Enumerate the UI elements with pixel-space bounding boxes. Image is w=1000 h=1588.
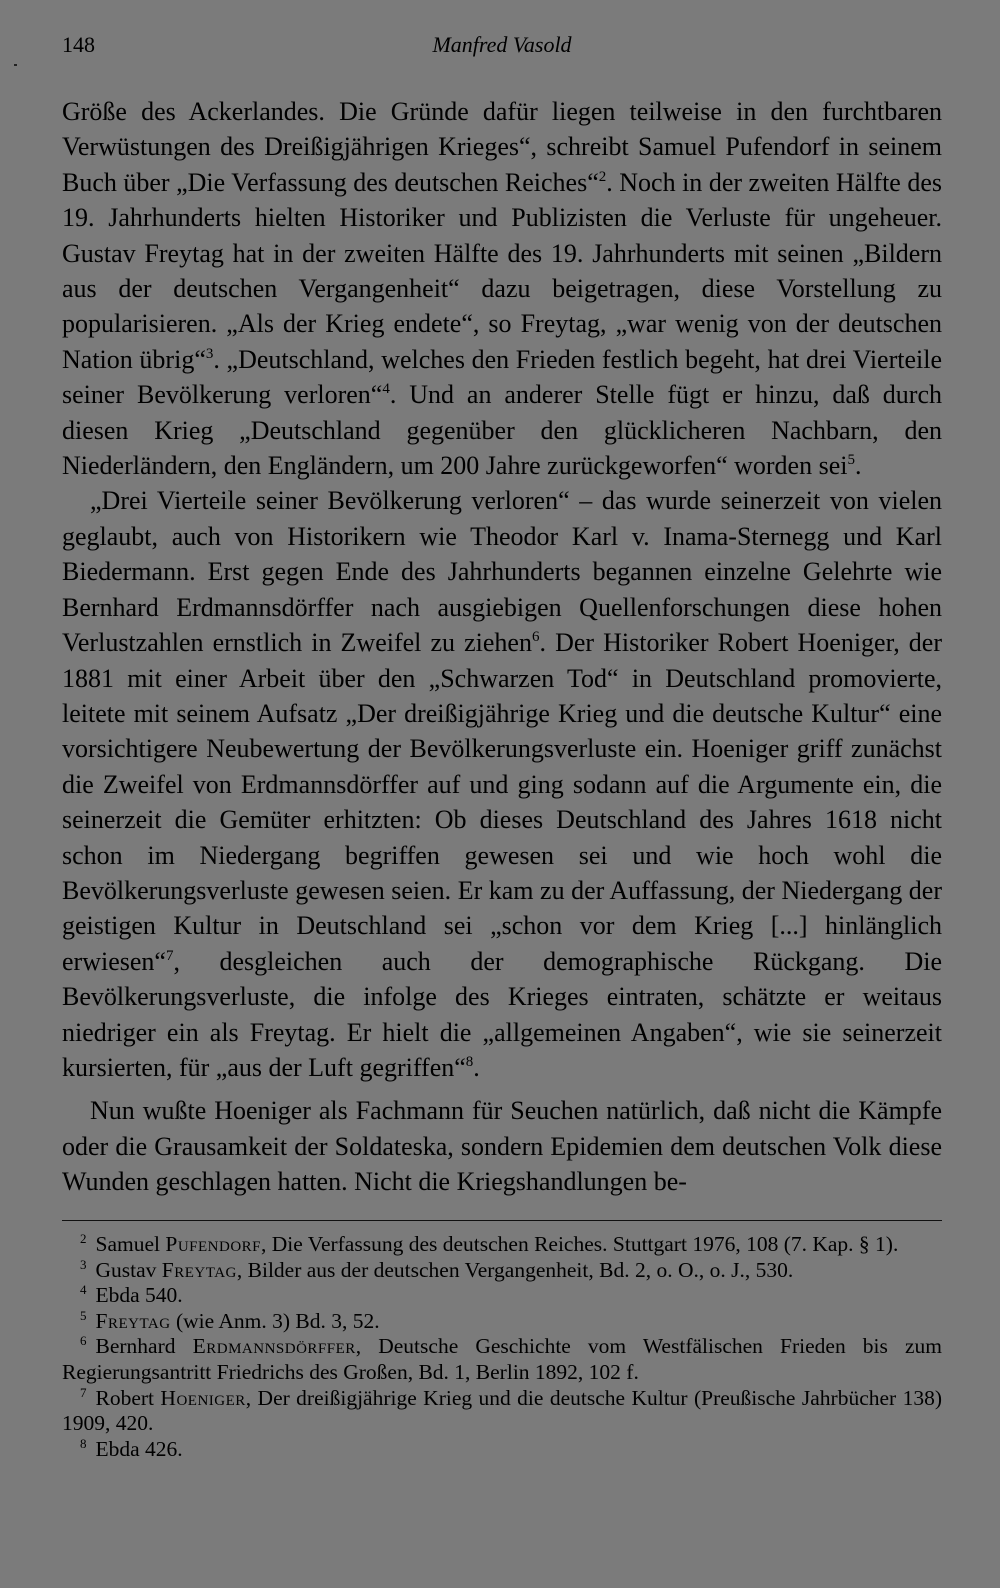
footnote (62, 1283, 942, 1309)
footnotes (62, 1232, 942, 1462)
paragraph-2 (62, 483, 942, 1085)
footnote (62, 1309, 942, 1335)
footnote-text: Bernhard (95, 1334, 193, 1359)
paragraph-1 (62, 94, 942, 483)
footnote-ref: 6 (531, 629, 540, 646)
footnote-number: 2 (80, 1231, 87, 1246)
footnote-author: Freytag (161, 1257, 237, 1282)
footnote-text: Robert (95, 1385, 161, 1410)
footnote-author: Erdmannsdörffer (192, 1334, 356, 1359)
footnote-ref: 8 (465, 1053, 474, 1070)
footnote-divider (62, 1220, 942, 1221)
footnote-author: Pufendorf (165, 1232, 262, 1256)
footnote-text: , Deutsche Geschichte vom Westfälischen Frieden bis zum Regierungsantritt Friedrichs des Großen, Bd. 1, Berlin 1892, 102 f. (62, 1334, 942, 1384)
page-number: 148 (62, 32, 95, 57)
page-header (62, 32, 942, 72)
footnote-text: (wie Anm. 3) Bd. 3, 52. (170, 1308, 380, 1333)
body-text (62, 94, 942, 1200)
paragraph-3 (62, 1093, 942, 1199)
running-head: Manfred Vasold (432, 32, 572, 57)
footnote-text: , Die Verfassung des deutschen Reiches. Stuttgart 1976, 108 (7. Kap. § 1). (261, 1232, 899, 1256)
footnote-number: 4 (80, 1282, 87, 1298)
text-run: . Und an anderer Stelle fügt er hinzu, daß durch diesen Krieg „Deutschland gegenüber den glücklicheren Nachbarn, den Niederländern, den Engländern, um 200 Jahre zurückgeworfen“ worden sei (62, 380, 943, 481)
footnote-number: 6 (80, 1333, 87, 1349)
footnote-ref: 5 (847, 452, 855, 469)
footnote (62, 1386, 942, 1437)
footnote-text: Samuel (95, 1232, 166, 1256)
footnote-number: 7 (80, 1384, 87, 1400)
footnote-number: 5 (80, 1307, 87, 1323)
footnote (62, 1258, 942, 1284)
footnote-author: Freytag (95, 1308, 171, 1333)
text-run: , desgleichen auch der demographische Rückgang. Die Bevölkerungsverluste, die infolge des Krieges eintraten, schätzte er weitaus niedriger ein als Freytag. Er hielt die „allgemeinen Angaben“, wie sie seinerzeit kursierten, für „aus der Luft gegriffen“ (62, 946, 942, 1082)
scan-speck (14, 64, 17, 66)
footnote-number: 3 (80, 1256, 87, 1272)
text-run: „Drei Vierteile seiner Bevölkerung verloren“ – das wurde seinerzeit von vielen geglaubt, auch von Historikern wie Theodor Karl v. Inama-Sternegg und Karl Biedermann. Erst gegen Ende des Jahrhunderts begannen einzelne Gelehrte wie Bernhard Erdmannsdörffer nach ausgiebigen Quellenforschungen diese hohen Verlustzahlen ernstlich in Zweifel zu ziehen (62, 486, 942, 658)
footnote-ref: 3 (205, 345, 214, 362)
footnote (62, 1437, 942, 1463)
footnote-text: Ebda 540. (95, 1283, 183, 1308)
footnote (62, 1334, 942, 1385)
footnote-text: , Der dreißigjährige Krieg und die deutsche Kultur (Preußische Jahrbücher 138) 1909, 420. (62, 1385, 942, 1436)
footnote-author: Hoeniger (160, 1385, 246, 1410)
text-run: Nun wußte Hoeniger als Fachmann für Seuchen natürlich, daß nicht die Kämpfe oder die Grausamkeit der Soldateska, sondern Epidemien dem deutschen Volk diese Wunden geschlagen hatten. Nicht die Kriegshandlungen be- (62, 1096, 942, 1197)
footnote-ref: 7 (165, 947, 174, 964)
text-run: Größe des Ackerlandes. Die Gründe dafür liegen teilweise in den furchtbaren Verwüstungen des Dreißigjährigen Krieges“, schreibt Samuel Pufendorf in seinem Buch über „Die Verfassung des deutschen Reiches“ (62, 97, 942, 197)
footnote-text: Ebda 426. (95, 1436, 183, 1461)
text-run: . „Deutschland, welches den Frieden festlich begeht, hat drei Vierteile seiner Bevölkerung verloren“ (62, 344, 943, 410)
text-run: . Noch in der zweiten Hälfte des 19. Jahrhunderts hielten Historiker und Publizisten die Verluste für ungeheuer. Gustav Freytag hat in der zweiten Hälfte des 19. Jahrhunderts mit seinen „Bildern aus der deutschen Vergangenheit“ dazu beigetragen, diese Vorstellung zu popularisieren. „Als der Krieg endete“, so Freytag, „war wenig von der deutschen Nation übrig“ (62, 167, 943, 374)
footnote (62, 1232, 942, 1258)
text-run: . (854, 451, 862, 481)
footnote-ref: 2 (598, 168, 607, 185)
footnote-text: , Bilder aus der deutschen Vergangenheit, Bd. 2, o. O., o. J., 530. (236, 1257, 794, 1282)
footnote-ref: 4 (382, 381, 390, 398)
text-run: . (473, 1052, 480, 1082)
footnote-text: Gustav (95, 1257, 162, 1282)
footnote-number: 8 (80, 1435, 87, 1451)
text-run: . Der Historiker Robert Hoeniger, der 1881 mit einer Arbeit über den „Schwarzen Tod“ in Deutschland promovierte, leitete mit seinem Aufsatz „Der dreißigjährige Krieg und die deutsche Kultur“ eine vorsichtigere Neubewertung der Bevölkerungsverluste ein. Hoeniger griff zunächst die Zweifel von Erdmannsdörffer auf und ging sodann auf die Argumente ein, die seinerzeit die Gemüter erhitzten: Ob dieses Deutschland des Jahres 1618 nicht schon im Niedergang begriffen gewesen sei und wie hoch wohl die Bevölkerungsverluste gewesen seien. Er kam zu der Auffassung, der Niedergang der geistigen Kultur in Deutschland sei „schon vor dem Krieg [...] hinlänglich erwiesen“ (62, 628, 943, 976)
